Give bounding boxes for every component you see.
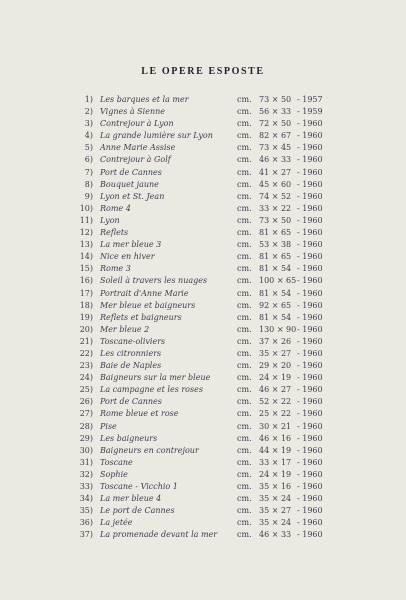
work-dimensions: 81 × 65	[259, 228, 292, 238]
work-row	[0, 106, 406, 118]
work-number: 36)	[79, 518, 93, 528]
work-year: - 1960	[297, 324, 323, 334]
work-year: - 1960	[297, 336, 323, 346]
work-number: 14)	[79, 252, 93, 262]
work-title: La campagne et les roses	[100, 385, 203, 395]
work-dimensions: 73 × 50	[259, 95, 292, 104]
work-year: - 1960	[297, 179, 323, 189]
work-number: 3)	[84, 119, 93, 129]
work-unit: cm.	[237, 373, 252, 383]
work-dimensions: 92 × 65	[259, 300, 292, 310]
work-number: 16)	[79, 276, 93, 286]
work-number: 10)	[79, 203, 93, 213]
work-title: Pise	[100, 421, 117, 431]
work-unit: cm.	[237, 191, 252, 201]
work-unit: cm.	[237, 361, 252, 371]
work-dimensions: 45 × 60	[259, 179, 292, 189]
work-row	[0, 215, 406, 227]
work-dimensions: 46 × 16	[259, 433, 292, 443]
work-title: La grande lumière sur Lyon	[100, 131, 213, 141]
work-dimensions: 46 × 33	[259, 155, 292, 165]
work-dimensions: 46 × 33	[259, 530, 292, 540]
work-year: - 1960	[297, 397, 323, 407]
work-year: - 1960	[297, 530, 323, 540]
work-year: - 1960	[297, 264, 323, 274]
work-year: - 1960	[297, 228, 323, 238]
work-unit: cm.	[237, 482, 252, 491]
work-title: Lyon	[100, 215, 120, 225]
work-number: 9)	[84, 191, 93, 201]
work-unit: cm.	[237, 506, 252, 516]
work-dimensions: 81 × 65	[259, 252, 292, 262]
work-number: 37)	[79, 530, 93, 540]
works-list	[0, 94, 406, 541]
work-year: - 1957	[297, 95, 323, 104]
work-number: 35)	[79, 506, 93, 516]
work-title: Lyon et St. Jean	[100, 191, 165, 201]
work-title: Port de Cannes	[100, 397, 162, 407]
work-dimensions: 73 × 50	[259, 215, 292, 225]
work-unit: cm.	[237, 324, 252, 334]
work-row	[0, 336, 406, 348]
work-unit: cm.	[237, 421, 252, 431]
work-unit: cm.	[237, 252, 252, 262]
work-dimensions: 73 × 45	[259, 143, 292, 153]
work-row	[0, 167, 406, 179]
work-row	[0, 154, 406, 166]
work-dimensions: 44 × 19	[259, 445, 292, 455]
work-number: 29)	[79, 433, 93, 443]
work-title: Bouquet jaune	[100, 179, 159, 189]
work-number: 17)	[79, 288, 93, 298]
work-title: Les baigneurs	[100, 433, 158, 443]
work-unit: cm.	[237, 445, 252, 455]
work-year: - 1960	[297, 155, 323, 165]
work-title: Toscane-oliviers	[100, 336, 166, 346]
page-title: LE OPERE ESPOSTE	[141, 66, 265, 77]
work-unit: cm.	[237, 385, 252, 395]
work-row	[0, 457, 406, 469]
work-number: 24)	[79, 373, 93, 383]
work-year: - 1960	[297, 203, 323, 213]
work-number: 11)	[79, 215, 93, 225]
work-row	[0, 505, 406, 517]
work-number: 34)	[79, 494, 93, 504]
work-unit: cm.	[237, 107, 252, 117]
work-number: 1)	[84, 95, 93, 104]
work-title: Les barques et la mer	[100, 95, 189, 104]
work-title: Baie de Naples	[100, 361, 162, 371]
work-row	[0, 239, 406, 251]
work-title: Les citronniers	[100, 348, 162, 358]
work-dimensions: 24 × 19	[259, 469, 292, 479]
work-number: 25)	[79, 385, 93, 395]
work-row	[0, 481, 406, 493]
work-title: Reflets	[100, 228, 129, 238]
work-dimensions: 30 × 21	[259, 421, 292, 431]
work-row	[0, 288, 406, 300]
work-title: Sophie	[100, 469, 128, 479]
work-title: Anne Marie Assise	[100, 143, 176, 153]
work-unit: cm.	[237, 179, 252, 189]
work-dimensions: 25 × 22	[259, 409, 292, 419]
work-unit: cm.	[237, 336, 252, 346]
work-year: - 1960	[297, 385, 323, 395]
work-unit: cm.	[237, 167, 252, 177]
work-dimensions: 52 × 22	[259, 397, 292, 407]
work-title: Portrait d'Anne Marie	[100, 288, 189, 298]
work-number: 30)	[79, 445, 93, 455]
work-row	[0, 312, 406, 324]
work-title: Mer bleue et baigneurs	[100, 300, 196, 310]
work-dimensions: 130 × 90	[259, 324, 297, 334]
work-row	[0, 469, 406, 481]
work-row	[0, 324, 406, 336]
work-number: 5)	[84, 143, 93, 153]
work-number: 33)	[79, 482, 93, 491]
work-row	[0, 396, 406, 408]
work-dimensions: 46 × 27	[259, 385, 292, 395]
work-dimensions: 35 × 16	[259, 482, 292, 491]
work-title: Vignes à Sienne	[100, 107, 165, 117]
work-year: - 1960	[297, 288, 323, 298]
work-row	[0, 118, 406, 130]
work-title: La jetée	[100, 518, 133, 528]
work-unit: cm.	[237, 119, 252, 129]
work-number: 18)	[79, 300, 93, 310]
work-dimensions: 33 × 22	[259, 203, 292, 213]
work-number: 22)	[79, 348, 93, 358]
work-year: - 1960	[297, 252, 323, 262]
work-number: 6)	[84, 155, 93, 165]
work-unit: cm.	[237, 348, 252, 358]
work-year: - 1960	[297, 300, 323, 310]
work-dimensions: 72 × 50	[259, 119, 292, 129]
work-unit: cm.	[237, 264, 252, 274]
work-unit: cm.	[237, 494, 252, 504]
work-row	[0, 263, 406, 275]
work-unit: cm.	[237, 469, 252, 479]
work-unit: cm.	[237, 433, 252, 443]
work-year: - 1960	[297, 494, 323, 504]
work-unit: cm.	[237, 518, 252, 528]
work-year: - 1960	[297, 167, 323, 177]
work-unit: cm.	[237, 530, 252, 540]
work-number: 15)	[79, 264, 93, 274]
work-unit: cm.	[237, 457, 252, 467]
work-row	[0, 372, 406, 384]
work-row	[0, 421, 406, 433]
work-year: - 1960	[297, 312, 323, 322]
work-row	[0, 517, 406, 529]
work-dimensions: 53 × 38	[259, 240, 292, 250]
work-number: 20)	[79, 324, 93, 334]
work-year: - 1960	[297, 119, 323, 129]
work-row	[0, 433, 406, 445]
work-number: 7)	[84, 167, 93, 177]
work-number: 13)	[79, 240, 93, 250]
work-row	[0, 203, 406, 215]
work-title: La mer bleue 3	[100, 240, 162, 250]
work-number: 19)	[79, 312, 93, 322]
work-unit: cm.	[237, 276, 252, 286]
work-dimensions: 100 × 65	[259, 276, 297, 286]
work-row	[0, 94, 406, 106]
work-dimensions: 35 × 24	[259, 518, 292, 528]
work-title: Rome bleue et rose	[100, 409, 179, 419]
work-dimensions: 74 × 52	[259, 191, 292, 201]
work-dimensions: 29 × 20	[259, 361, 292, 371]
work-row	[0, 275, 406, 287]
work-year: - 1960	[297, 131, 323, 141]
work-number: 12)	[79, 228, 93, 238]
work-title: Toscane	[100, 457, 133, 467]
work-title: Contrejour à Golf	[100, 155, 171, 165]
work-dimensions: 35 × 27	[259, 348, 292, 358]
work-year: - 1960	[297, 276, 323, 286]
work-number: 32)	[79, 469, 93, 479]
work-year: - 1960	[297, 482, 323, 491]
work-row	[0, 445, 406, 457]
work-unit: cm.	[237, 397, 252, 407]
work-dimensions: 82 × 67	[259, 131, 292, 141]
work-row	[0, 251, 406, 263]
work-number: 26)	[79, 397, 93, 407]
work-title: Rome 4	[100, 203, 131, 213]
work-dimensions: 33 × 17	[259, 457, 292, 467]
work-title: Port de Cannes	[100, 167, 162, 177]
work-year: - 1960	[297, 373, 323, 383]
work-row	[0, 493, 406, 505]
work-row	[0, 130, 406, 142]
work-dimensions: 35 × 24	[259, 494, 292, 504]
work-title: La promenade devant la mer	[100, 530, 218, 540]
work-unit: cm.	[237, 155, 252, 165]
work-year: - 1960	[297, 348, 323, 358]
work-year: - 1960	[297, 457, 323, 467]
work-number: 27)	[79, 409, 93, 419]
work-row	[0, 179, 406, 191]
work-unit: cm.	[237, 288, 252, 298]
work-unit: cm.	[237, 409, 252, 419]
work-row	[0, 348, 406, 360]
work-number: 2)	[84, 107, 93, 117]
work-year: - 1960	[297, 215, 323, 225]
work-title: La mer bleue 4	[100, 494, 162, 504]
work-number: 8)	[84, 179, 93, 189]
work-number: 28)	[79, 421, 93, 431]
work-dimensions: 41 × 27	[259, 167, 292, 177]
work-dimensions: 24 × 19	[259, 373, 292, 383]
work-year: - 1960	[297, 143, 323, 153]
work-row	[0, 227, 406, 239]
work-year: - 1960	[297, 409, 323, 419]
work-dimensions: 56 × 33	[259, 107, 292, 117]
work-year: - 1960	[297, 240, 323, 250]
work-title: Nice en hiver	[100, 252, 155, 262]
work-year: - 1960	[297, 421, 323, 431]
work-number: 21)	[79, 336, 93, 346]
work-title: Baigneurs sur la mer bleue	[100, 373, 211, 383]
work-unit: cm.	[237, 131, 252, 141]
work-title: Mer bleue 2	[100, 324, 150, 334]
work-unit: cm.	[237, 228, 252, 238]
work-unit: cm.	[237, 143, 252, 153]
work-row	[0, 142, 406, 154]
work-unit: cm.	[237, 203, 252, 213]
work-year: - 1960	[297, 445, 323, 455]
work-dimensions: 37 × 26	[259, 336, 292, 346]
work-row	[0, 529, 406, 541]
work-dimensions: 35 × 27	[259, 506, 292, 516]
work-year: - 1960	[297, 469, 323, 479]
work-row	[0, 408, 406, 420]
work-title: Reflets et baigneurs	[100, 312, 182, 322]
work-title: Soleil à travers les nuages	[100, 276, 208, 286]
work-year: - 1959	[297, 107, 323, 117]
work-unit: cm.	[237, 240, 252, 250]
work-year: - 1960	[297, 506, 323, 516]
work-year: - 1960	[297, 518, 323, 528]
work-row	[0, 384, 406, 396]
work-dimensions: 81 × 54	[259, 288, 292, 298]
work-row	[0, 300, 406, 312]
work-title: Le port de Cannes	[100, 506, 175, 516]
work-year: - 1960	[297, 433, 323, 443]
work-year: - 1960	[297, 191, 323, 201]
work-number: 23)	[79, 361, 93, 371]
work-unit: cm.	[237, 215, 252, 225]
work-row	[0, 360, 406, 372]
work-dimensions: 81 × 54	[259, 312, 292, 322]
work-unit: cm.	[237, 300, 252, 310]
work-dimensions: 81 × 54	[259, 264, 292, 274]
work-title: Contrejour à Lyon	[100, 119, 174, 129]
work-title: Rome 3	[100, 264, 131, 274]
work-unit: cm.	[237, 95, 252, 104]
work-title: Baigneurs en contrejour	[100, 445, 199, 455]
work-year: - 1960	[297, 361, 323, 371]
work-row	[0, 191, 406, 203]
work-number: 4)	[84, 131, 93, 141]
work-unit: cm.	[237, 312, 252, 322]
work-number: 31)	[79, 457, 93, 467]
work-title: Toscane - Vicchio 1	[100, 482, 178, 491]
